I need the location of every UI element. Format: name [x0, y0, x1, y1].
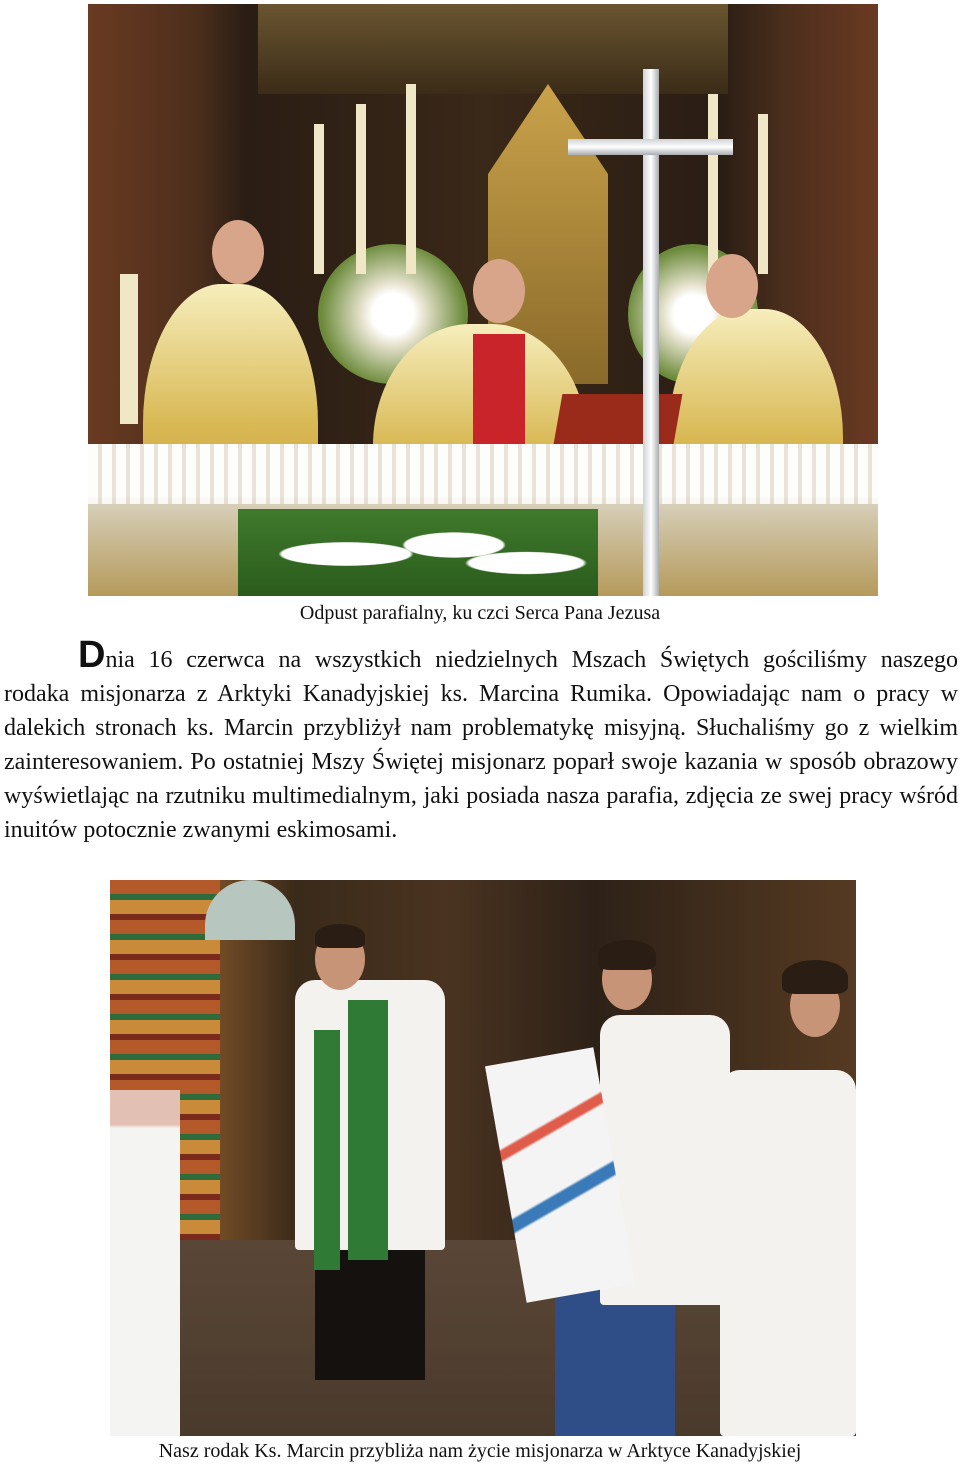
drop-cap: D	[78, 634, 106, 676]
priest-center-head	[473, 259, 525, 323]
priest-right-head	[706, 254, 758, 318]
photo-caption: Odpust parafialny, ku czci Serca Pana Jezusa	[299, 602, 661, 624]
article-text: nia 16 czerwca na wszystkich niedzielnych Mszach Świętych gościliśmy naszego rodaka misjonarza z Arktyki Kanadyjskiej ks. Marcina Rumika. Opowiadając nam o pracy w dalekich stronach ks. Marcin przybliżył nam problematykę misyjną. Słuchaliśmy go z wielkim zainteresowaniem. Po ostatniej Mszy Świętej misjonarz poparł swoje kazania w sposób obrazowy wyświetlając na rzutniku multimedialnym, jaki posiada nasza parafia, zdjęcia ze swej pracy wśród inuitów potocznie zwanymi eskimosami.	[4, 647, 958, 843]
boy-jeans	[555, 1290, 675, 1436]
candle	[314, 124, 324, 274]
priest-left-head	[212, 220, 264, 284]
processional-cross-bar	[568, 139, 733, 155]
lily-flowers	[238, 509, 598, 596]
boy-right-hair	[782, 960, 848, 994]
altar-photo	[88, 4, 878, 596]
photo-caption: Nasz rodak Ks. Marcin przybliża nam życie misjonarza w Arktyce Kanadyjskiej	[158, 1440, 802, 1462]
article-paragraph	[4, 634, 958, 847]
altar-lace-cloth	[88, 444, 878, 504]
missionary-photo	[110, 880, 856, 1436]
candle	[708, 94, 718, 274]
boy-surplice-right	[720, 1070, 856, 1436]
green-stole-left	[314, 1030, 340, 1270]
candle	[120, 274, 138, 424]
child-in-white	[110, 1090, 180, 1436]
green-stole	[348, 1000, 388, 1260]
candle	[406, 84, 416, 274]
missal-book	[554, 394, 683, 444]
candle	[356, 104, 366, 274]
altar-boy-hair	[598, 940, 656, 970]
missionary-hair	[315, 924, 365, 948]
candle	[758, 114, 768, 274]
